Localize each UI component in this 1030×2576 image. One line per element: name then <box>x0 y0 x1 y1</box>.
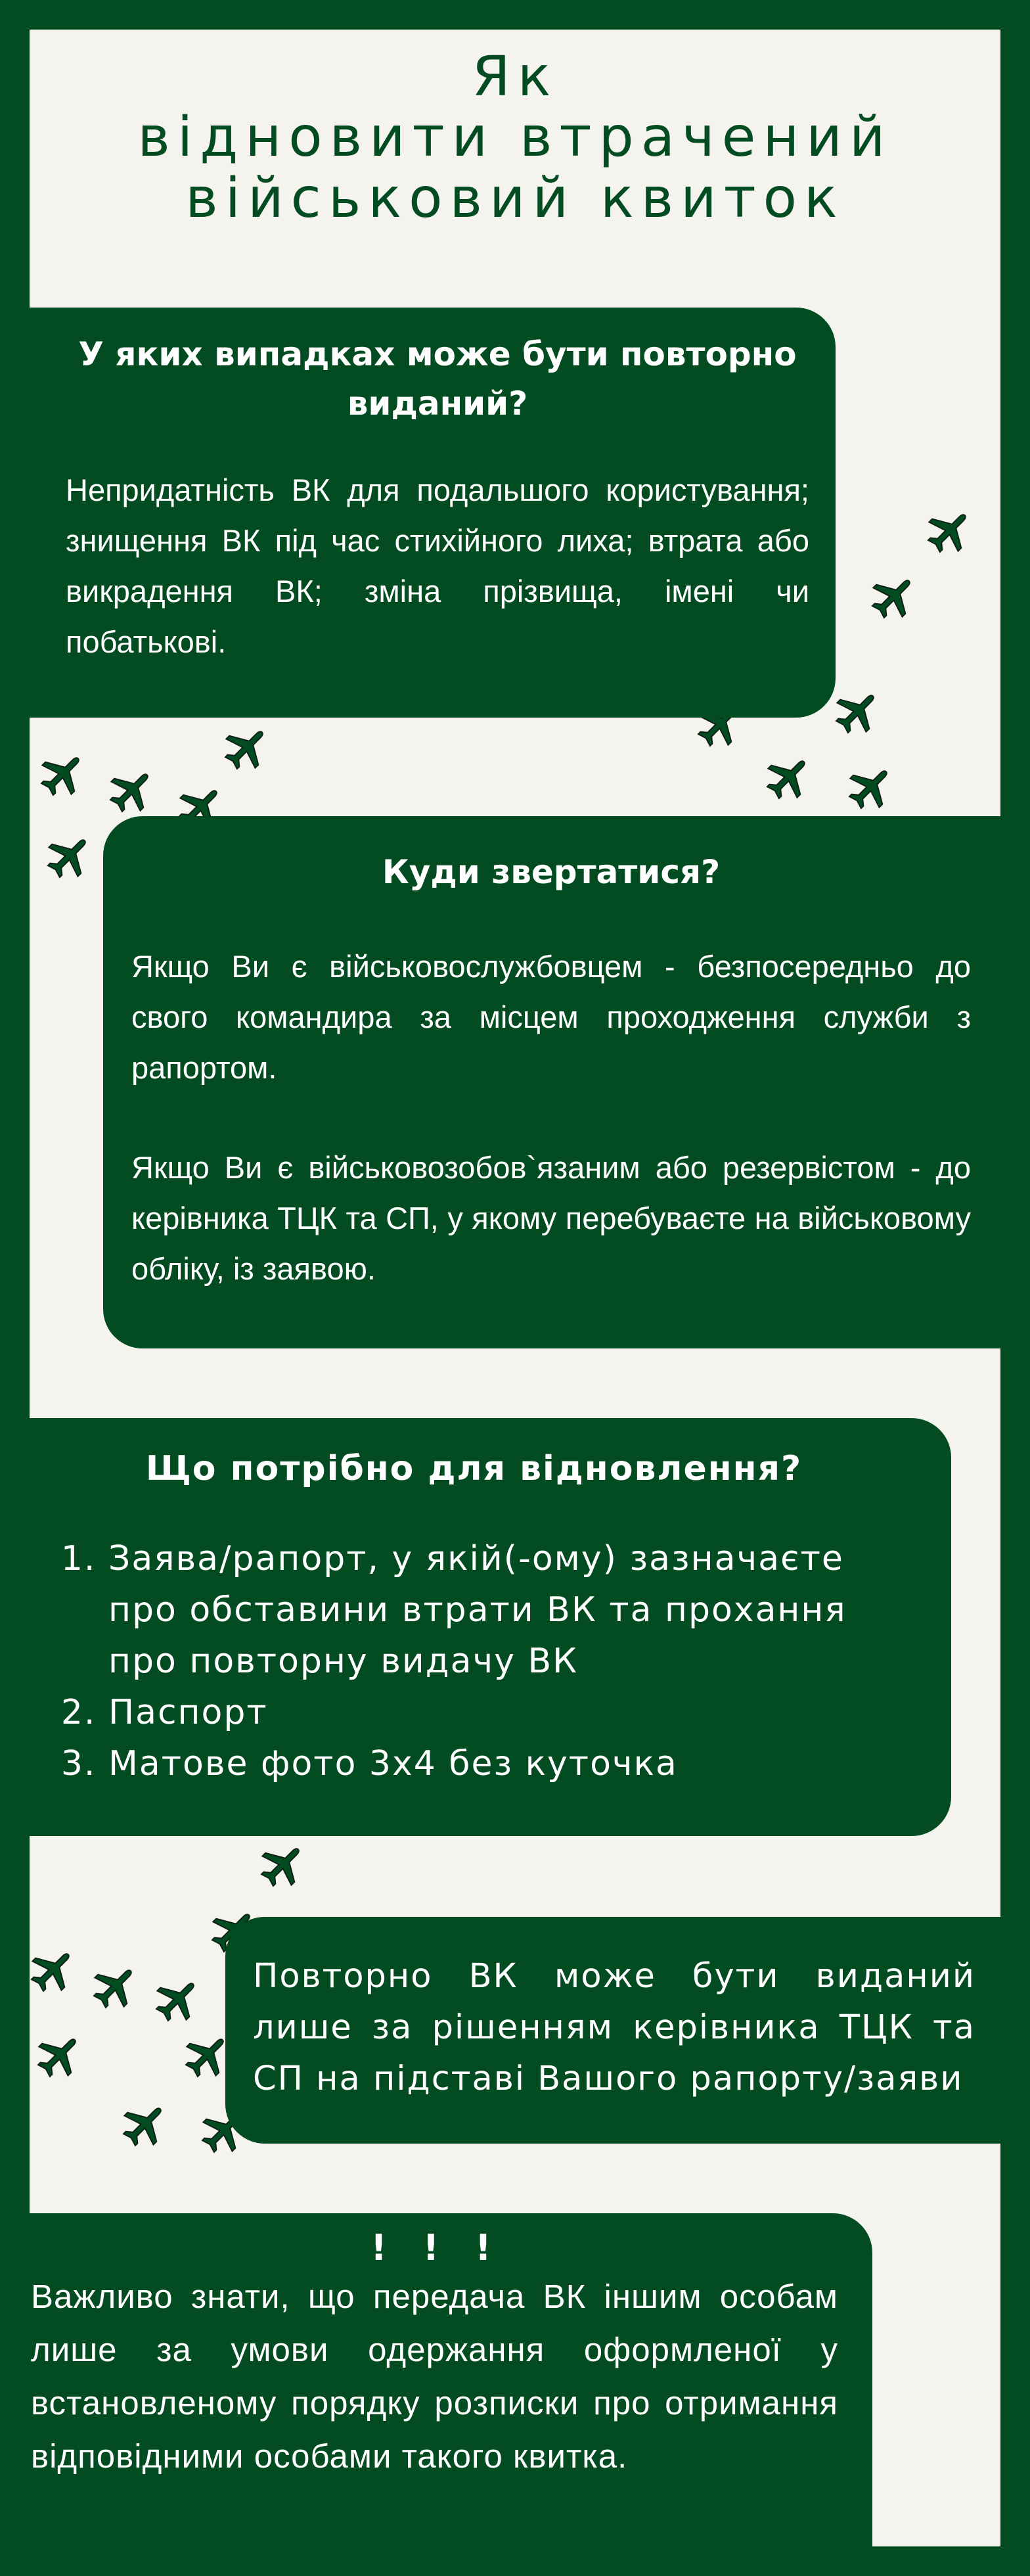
decision-card <box>225 1917 1000 2144</box>
cases-text: Непридатність ВК для подальшого користування; знищення ВК під час стихійного лиха; втрата або викрадення ВК; зміна прізвища, імені чи побатькові. <box>66 472 809 659</box>
important-text: Важливо знати, що передача ВК іншим особам лише за умови одержання оформленої у встановленому порядку розписки про отримання відповідними особами такого квитка. <box>31 2278 838 2475</box>
list-item: 1. Заява/рапорт, у якій(-ому) зазначаєте про обставини втрати ВК та прохання про повторну видачу ВК <box>108 1533 905 1687</box>
where-card <box>103 816 1000 1348</box>
list-item: 2. Паспорт <box>108 1687 905 1738</box>
title-line-1: Як <box>472 44 558 108</box>
where-heading: Куди звертатися? <box>382 853 721 891</box>
exclamation-marks: ! ! ! <box>370 2227 503 2268</box>
where-text-reservists: Якщо Ви є військовозобов`язаним або резервістом - до керівника ТЦК та СП, у якому перебуваєте на військовому обліку, із заявою. <box>131 1150 971 1286</box>
decision-text: Повторно ВК може бути виданий лише за рішенням керівника ТЦК та СП на підставі Вашого рапорту/заяви <box>253 1957 975 2098</box>
page-title <box>30 46 1000 228</box>
important-card <box>30 2213 872 2546</box>
where-text-servicemen: Якщо Ви є військовослужбовцем - безпосередньо до свого командира за місцем проходження служби з рапортом. <box>131 949 971 1085</box>
cases-card <box>30 308 836 718</box>
needed-list <box>43 1533 905 1789</box>
title-line-2: відновити втрачений <box>137 104 893 170</box>
cases-heading: У яких випадках може бути повторно виданий? <box>78 335 797 423</box>
needed-heading: Що потрібно для відновлення? <box>145 1449 803 1488</box>
list-item: 3. Матове фото 3х4 без куточка <box>108 1738 905 1789</box>
needed-card <box>30 1418 951 1836</box>
title-line-3: військовий квиток <box>185 165 845 230</box>
